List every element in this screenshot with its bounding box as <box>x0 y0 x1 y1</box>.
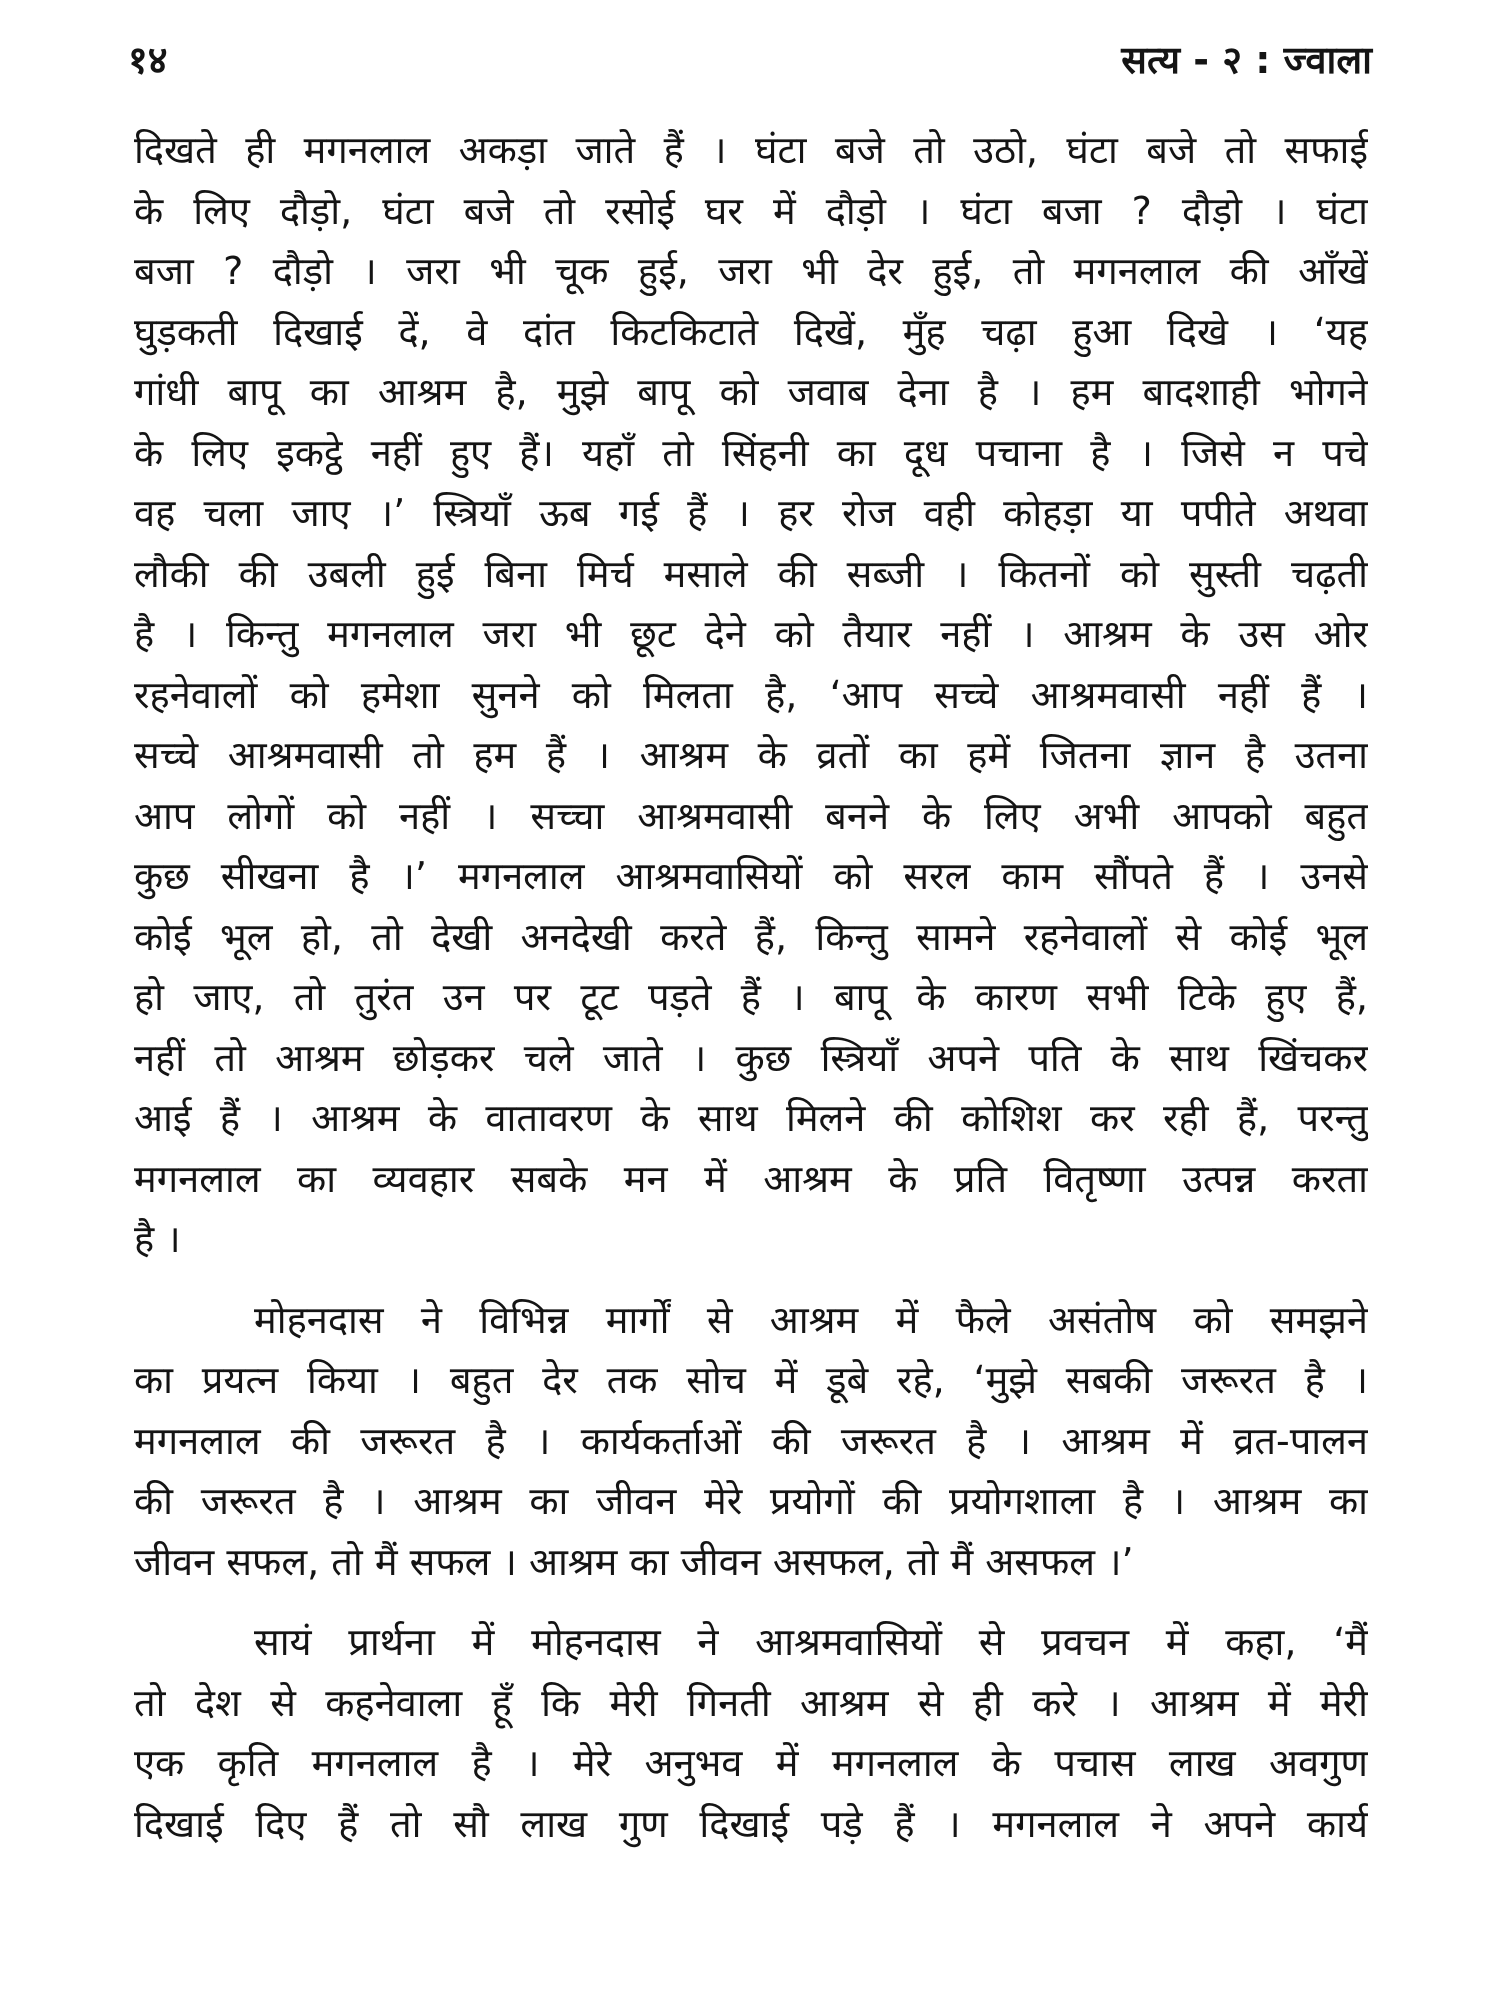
paragraph-gap <box>134 1592 1368 1612</box>
text-line: हो जाए, तो तुरंत उन पर टूट पड़ते हैं । बापू के कारण सभी टिके हुए हैं, <box>134 975 1368 1019</box>
page-number: १४ <box>128 38 168 82</box>
text-line: की जरूरत है । आश्रम का जीवन मेरे प्रयोगों की प्रयोगशाला है । आश्रम का <box>134 1479 1368 1523</box>
text-line: बजा ? दौड़ो । जरा भी चूक हुई, जरा भी देर हुई, तो मगनलाल की आँखें <box>134 249 1368 293</box>
text-line: मगनलाल का व्यवहार सबके मन में आश्रम के प्रति वितृष्णा उत्पन्न करता <box>134 1156 1368 1201</box>
page-header <box>128 30 1372 90</box>
text-line: है । <box>134 1217 181 1261</box>
text-line: दिखते ही मगनलाल अकड़ा जाते हैं । घंटा बजे तो उठो, घंटा बजे तो सफाई <box>134 128 1368 172</box>
paragraph-3 <box>134 1612 1368 1854</box>
text-line: दिखाई दिए हैं तो सौ लाख गुण दिखाई पड़े हैं । मगनलाल ने अपने कार्य <box>134 1801 1368 1846</box>
text-line: वह चला जाए ।’ स्त्रियाँ ऊब गई हैं । हर रोज वही कोहड़ा या पपीते अथवा <box>134 491 1368 535</box>
text-line: रहनेवालों को हमेशा सुनने को मिलता है, ‘आप सच्चे आश्रमवासी नहीं हैं । <box>134 672 1368 717</box>
text-line: नहीं तो आश्रम छोड़कर चले जाते । कुछ स्त्रियाँ अपने पति के साथ खिंचकर <box>134 1035 1368 1080</box>
text-line: है । किन्तु मगनलाल जरा भी छूट देने को तैयार नहीं । आश्रम के उस ओर <box>134 612 1368 656</box>
paragraph-gap <box>134 1270 1368 1290</box>
text-line: के लिए दौड़ो, घंटा बजे तो रसोई घर में दौड़ो । घंटा बजा ? दौड़ो । घंटा <box>134 188 1368 233</box>
text-line: जीवन सफल, तो मैं सफल । आश्रम का जीवन असफल, तो मैं असफल ।’ <box>134 1539 1134 1584</box>
text-line: कोई भूल हो, तो देखी अनदेखी करते हैं, किन्तु सामने रहनेवालों से कोई भूल <box>134 914 1368 959</box>
text-line: कुछ सीखना है ।’ मगनलाल आश्रमवासियों को सरल काम सौंपते हैं । उनसे <box>134 854 1368 898</box>
text-line: एक कृति मगनलाल है । मेरे अनुभव में मगनलाल के पचास लाख अवगुण <box>134 1741 1368 1785</box>
text-line: आई हैं । आश्रम के वातावरण के साथ मिलने की कोशिश कर रही हैं, परन्तु <box>134 1096 1368 1140</box>
text-line: मोहनदास ने विभिन्न मार्गों से आश्रम में फैले असंतोष को समझने <box>254 1297 1368 1342</box>
paragraph-2 <box>134 1290 1368 1593</box>
text-line: सायं प्रार्थना में मोहनदास ने आश्रमवासियों से प्रवचन में कहा, ‘मैं <box>254 1620 1368 1664</box>
text-line: आप लोगों को नहीं । सच्चा आश्रमवासी बनने के लिए अभी आपको बहुत <box>134 793 1368 838</box>
body-text <box>134 120 1368 1854</box>
text-line: सच्चे आश्रमवासी तो हम हैं । आश्रम के व्रतों का हमें जितना ज्ञान है उतना <box>134 733 1368 777</box>
paragraph-1 <box>134 120 1368 1270</box>
text-line: लौकी की उबली हुई बिना मिर्च मसाले की सब्जी । कितनों को सुस्ती चढ़ती <box>134 551 1368 596</box>
text-line: गांधी बापू का आश्रम है, मुझे बापू को जवाब देना है । हम बादशाही भोगने <box>134 370 1368 414</box>
text-line: का प्रयत्न किया । बहुत देर तक सोच में डूबे रहे, ‘मुझे सबकी जरूरत है । <box>134 1358 1368 1402</box>
running-title: सत्य - २ : ज्वाला <box>1121 38 1372 82</box>
text-line: के लिए इकट्ठे नहीं हुए हैं। यहाँ तो सिंहनी का दूध पचाना है । जिसे न पचे <box>134 430 1368 475</box>
text-line: मगनलाल की जरूरत है । कार्यकर्ताओं की जरूरत है । आश्रम में व्रत-पालन <box>134 1418 1368 1463</box>
text-line: तो देश से कहनेवाला हूँ कि मेरी गिनती आश्रम से ही करे । आश्रम में मेरी <box>134 1680 1368 1725</box>
text-line: घुड़कती दिखाई दें, वे दांत किटकिटाते दिखें, मुँह चढ़ा हुआ दिखे । ‘यह <box>134 309 1368 354</box>
